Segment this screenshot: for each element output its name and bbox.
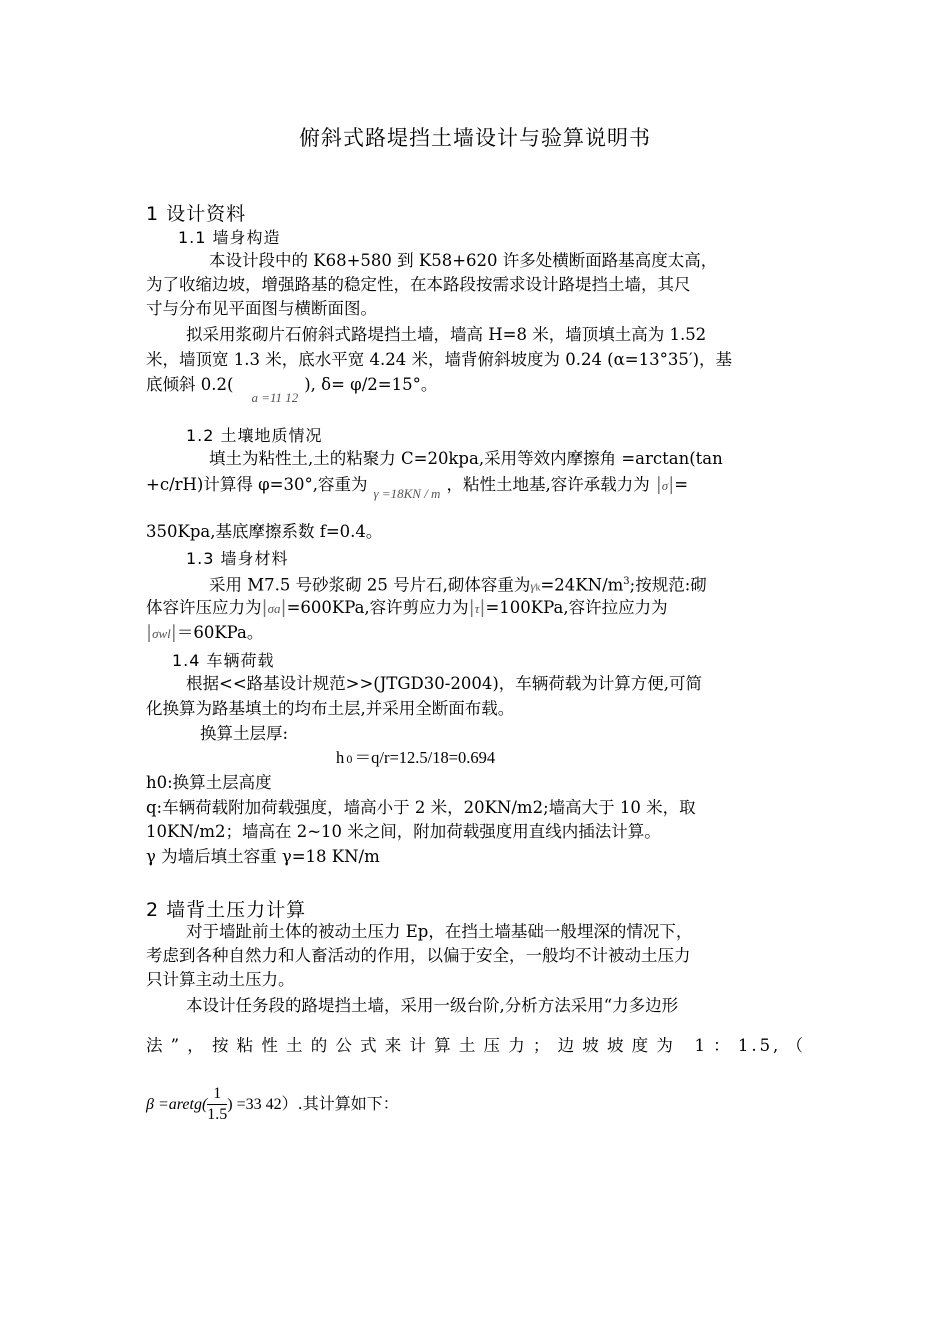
paragraph-line: 只计算主动土压力。: [146, 970, 295, 989]
inline-formula: γ =18KN / m: [373, 486, 441, 501]
bracket: |: [146, 622, 153, 643]
paragraph-line: 米，墙顶宽 1.3 米，底水平宽 4.24 米，墙背俯斜坡度为 0.24 (α=13°35′)，基: [146, 350, 733, 369]
bracket: |: [280, 597, 287, 618]
paragraph-line: 换算土层厚:: [200, 724, 289, 743]
text-span: 体容许压应力为: [146, 598, 262, 617]
paragraph-line: 对于墙趾前土体的被动土压力 Ep，在挡土墙基础一般埋深的情况下，: [186, 922, 693, 941]
paragraph-line: 为了收缩边坡，增强路基的稳定性，在本路段按需求设计路堤挡土墙，其尺: [146, 275, 691, 294]
inline-formula: σa: [267, 601, 281, 616]
paragraph-line: 寸与分布见平面图与横断面图。: [146, 299, 377, 318]
bracket: |: [170, 622, 177, 643]
paragraph-line: 根据<<路基设计规范>>(JTGD30-2004)，车辆荷载为计算方便,可简: [186, 674, 703, 693]
paragraph-line: 本设计段中的 K68+580 到 K58+620 许多处横断面路基高度太高，: [209, 251, 718, 270]
paragraph-line: [146, 373, 438, 405]
text-span: =: [674, 475, 689, 494]
bracket: |: [655, 474, 662, 495]
paragraph-line: 350Kpa,基底摩擦系数 f=0.4。: [146, 522, 383, 541]
bracket: |: [668, 474, 675, 495]
paragraph-line: h0:换算土层高度: [146, 773, 272, 792]
text-span: 底倾斜 0.2(: [146, 375, 234, 394]
text-span: +c/rH)计算得 φ=30°,容重为: [146, 475, 368, 494]
inline-formula: γ: [530, 578, 536, 594]
paragraph-line: 考虑到各种自然力和人畜活动的作用，以偏于安全，一般均不计被动土压力: [146, 946, 691, 965]
text-span: ;按规范:砌: [629, 575, 707, 595]
section-1-2-heading: 1.2 土壤地质情况: [186, 426, 323, 445]
text-span: =600KPa,容许剪应力为: [286, 598, 469, 617]
paragraph-line: 10KN/m2；墙高在 2~10 米之间，附加荷载强度用直线内插法计算。: [146, 822, 661, 841]
paragraph-line: q:车辆荷载附加荷载强度，墙高小于 2 米，20KN/m2;墙高大于 10 米，取: [146, 798, 696, 817]
bracket: |: [468, 597, 475, 618]
paragraph-line: 本设计任务段的路堤挡土墙，采用一级台阶,分析方法采用“力多边形: [186, 996, 679, 1015]
section-2-heading: 2 墙背土压力计算: [146, 899, 307, 921]
paragraph-line: [146, 596, 668, 621]
inline-formula: σ: [661, 478, 669, 493]
inline-formula: a =11 12: [251, 390, 299, 405]
formula-line: h 0 ＝q/r=12.5/18=0.694: [336, 748, 496, 767]
paragraph-line: 采用 M7.5 号砂浆砌 25 号片石,砌体容重为$\gamma k=24KN/m^3$;按规范:砌: [209, 575, 707, 595]
paragraph-line: [146, 473, 689, 501]
paragraph-line: γ 为墙后填土容重 γ=18 KN/m: [146, 847, 380, 866]
text-span: =100KPa,容许拉应力为: [485, 598, 668, 617]
paragraph-line: 化换算为路基填土的均布土层,并采用全断面布载。: [146, 699, 515, 718]
text-span: ), δ= φ/2=15°。: [304, 375, 438, 394]
text-span: ＝60KPa。: [176, 623, 264, 642]
inline-formula: τ: [474, 601, 480, 616]
text-span: ，粘性土地基,容许承载力为: [446, 475, 650, 494]
text-span: =24KN/m: [540, 575, 624, 595]
section-1-heading: 1 设计资料: [146, 203, 247, 225]
bracket: |: [261, 597, 268, 618]
document-title: 俯斜式路堤挡土墙设计与验算说明书: [299, 126, 651, 150]
section-1-4-heading: 1.4 车辆荷载: [172, 651, 275, 670]
paragraph-line: 法”，按粘性土的公式来计算土压力；边坡坡度为 1：1.5,（: [146, 1036, 806, 1055]
beta-formula: β =aretg( $\frac{1}{1.5}$ ) =33 42）.其计算如下：: [146, 1085, 399, 1123]
inline-formula: σwl: [152, 626, 171, 641]
paragraph-line: 填土为粘性土,土的粘聚力 C=20kpa,采用等效内摩擦角 =arctan(tan: [209, 449, 723, 468]
fraction: $\frac{1}{1.5}$: [207, 1085, 228, 1123]
bracket: |: [479, 597, 486, 618]
paragraph-line: [146, 621, 263, 646]
text-span: 采用 M7.5 号砂浆砌 25 号片石,砌体容重为: [209, 575, 531, 595]
paragraph-line: 拟采用浆砌片石俯斜式路堤挡土墙，墙高 H=8 米，墙顶填土高为 1.52: [186, 325, 707, 344]
section-1-1-heading: 1.1 墙身构造: [178, 228, 281, 247]
section-1-3-heading: 1.3 墙身材料: [186, 549, 289, 568]
